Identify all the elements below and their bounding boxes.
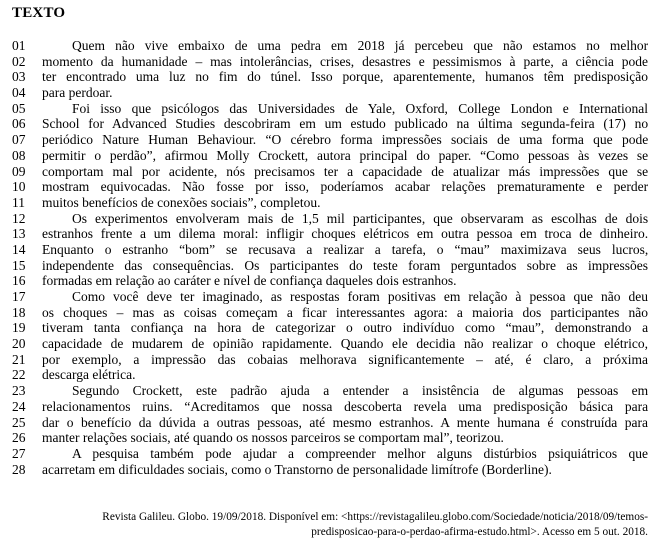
line-text-content: School for Advanced Studies descobriram em um estudo publicado na última segunda-feira (17) no (42, 116, 649, 132)
line-text (42, 132, 648, 148)
line-number: 23 (12, 383, 26, 399)
line-text (42, 226, 648, 242)
page-title: TEXTO (12, 5, 66, 21)
line-number: 09 (12, 163, 26, 179)
line-text-content: estranhos frente a um dilema moral: infligir choques elétricos em outra pessoa em troca de dinheiro. (42, 226, 649, 242)
text-line-row (0, 195, 662, 211)
line-text (42, 462, 648, 478)
text-line-row (0, 399, 662, 415)
line-number: 13 (12, 226, 26, 242)
line-text-content: dar o benefício da dúvida a outras pessoas, até mesmo estranhos. A mente humana é construída para (42, 414, 648, 430)
line-text-content: tiveram tanta confiança na hora de categorizar o outro indivíduo como “mau”, demonstrando a (42, 320, 649, 336)
line-number: 19 (12, 320, 26, 336)
line-number: 10 (12, 179, 26, 195)
line-text-content: os choques – mas as coisas começam a ficar interessantes agora: a maioria dos participantes não (42, 304, 649, 320)
text-line-row (0, 289, 662, 305)
line-number: 11 (12, 194, 25, 210)
line-text (42, 367, 648, 383)
line-text-content: ter encontrado uma luz no fim do túnel. Isso porque, aparentemente, humanos têm predisposição (42, 69, 649, 85)
line-text (42, 195, 648, 211)
line-text (42, 54, 648, 70)
line-text-content: Enquanto o estranho “bom” se recusava a realizar a tarefa, o “mau” maximizava seus lucros, (42, 241, 649, 257)
text-line-row (0, 415, 662, 431)
text-line-row (0, 179, 662, 195)
line-text (42, 211, 648, 227)
text-line-row (0, 38, 662, 54)
line-number: 07 (12, 132, 26, 148)
text-line-row (0, 132, 662, 148)
line-text-content: descarga elétrica. (42, 367, 136, 383)
line-text (42, 85, 648, 101)
text-line-row (0, 148, 662, 164)
line-number: 14 (12, 241, 26, 257)
line-text (42, 164, 648, 180)
text-line-row (0, 305, 662, 321)
text-line-row (0, 69, 662, 85)
line-text-content: Quem não vive embaixo de uma pedra em 2018 já percebeu que não estamos no melhor (72, 38, 649, 53)
line-text (42, 320, 648, 336)
text-line-row (0, 430, 662, 446)
line-text (42, 336, 648, 352)
text-line-row (0, 242, 662, 258)
text-line-row (0, 336, 662, 352)
line-text-content: para perdoar. (42, 85, 113, 101)
line-text (42, 69, 648, 85)
line-text (42, 38, 648, 54)
line-number: 25 (12, 414, 26, 430)
line-number: 08 (12, 147, 26, 163)
line-text (42, 430, 648, 446)
line-number: 28 (12, 461, 26, 477)
line-number: 15 (12, 257, 26, 273)
line-number: 22 (12, 367, 26, 383)
line-number: 06 (12, 116, 26, 132)
text-line-row (0, 352, 662, 368)
line-number: 21 (12, 351, 26, 367)
line-text-content: Foi isso que psicólogos das Universidades de Yale, Oxford, College London e International (72, 100, 649, 116)
line-text-content: permitir o perdão”, afirmou Molly Crockett, autora principal do paper. “Como pessoas às vezes se (42, 147, 649, 163)
line-text (42, 289, 648, 305)
line-text-content: Os experimentos envolveram mais de 1,5 mil participantes, que observaram as escolhas de dois (72, 210, 649, 226)
text-line-row (0, 54, 662, 70)
line-text-content: periódico Nature Human Behaviour. “O cérebro forma impressões sociais de uma forma que pode (42, 132, 649, 148)
line-number: 12 (12, 210, 26, 226)
line-text (42, 179, 648, 195)
text-line-row (0, 320, 662, 336)
line-number: 18 (12, 304, 26, 320)
line-text-content: muitos benefícios de conexões sociais”, completou. (42, 194, 321, 210)
line-text (42, 305, 648, 321)
line-text (42, 446, 648, 462)
line-text-content: acarretam em dificuldades sociais, como o Transtorno de personalidade limítrofe (Borderline). (42, 461, 552, 477)
line-number: 24 (12, 398, 26, 414)
line-number: 02 (12, 53, 26, 69)
line-text-content: Segundo Crockett, este padrão ajuda a entender a insistência de algumas pessoas em (72, 383, 649, 399)
line-number: 16 (12, 273, 26, 289)
line-text-content: por exemplo, a impressão das cobaias melhorava significantemente – até, é claro, a próxima (42, 351, 649, 367)
line-text (42, 383, 648, 399)
numbered-text-body (0, 38, 662, 477)
line-number: 05 (12, 100, 26, 116)
text-line-row (0, 116, 662, 132)
line-number: 27 (12, 445, 26, 461)
line-text (42, 258, 648, 274)
line-text-content: formadas em relação ao caráter e nível de confiança daqueles dois estranhos. (42, 273, 457, 289)
text-line-row (0, 383, 662, 399)
line-number: 03 (12, 69, 26, 85)
line-text-content: comportam mal por acidente, nós precisamos ter a capacidade de atualizar más impressões que se (42, 163, 649, 179)
line-number: 20 (12, 336, 26, 352)
text-line-row (0, 367, 662, 383)
source-citation: Revista Galileu. Globo. 19/09/2018. Disponível em: <https://revistagalileu.globo.com/Sociedade/noticia/2018/09/temos-predisposicao-para-o-perdao-afirma-estudo.html>. Acesso em 5 out. 2018. (102, 511, 648, 538)
text-line-row (0, 273, 662, 289)
text-line-row (0, 85, 662, 101)
line-number: 01 (12, 38, 26, 53)
line-number: 26 (12, 430, 26, 446)
text-line-row (0, 462, 662, 478)
text-line-row (0, 101, 662, 117)
line-text (42, 352, 648, 368)
line-text-content: mostram equivocadas. Não fosse por isso, poderíamos acabar relações prematuramente e perder (42, 179, 649, 195)
text-line-row (0, 446, 662, 462)
line-text-content: manter relações sociais, até quando os nossos parceiros se comportam mal”, teorizou. (42, 430, 504, 446)
line-text-content: A pesquisa também pode ajudar a compreender melhor alguns distúrbios psiquiátricos que (72, 445, 649, 461)
line-text (42, 116, 648, 132)
line-number: 17 (12, 289, 26, 304)
line-text-content: relacionamentos ruins. “Acreditamos que nossa descoberta revela uma predisposição básica para (42, 398, 649, 414)
text-line-row (0, 258, 662, 274)
line-text (42, 148, 648, 164)
line-text (42, 415, 648, 431)
text-line-row (0, 226, 662, 242)
line-text (42, 101, 648, 117)
line-text-content: capacidade de mudarem de opinião rapidamente. Quando ele decidia não realizar o choque elétrico, (42, 336, 648, 352)
line-text-content: momento da humanidade – mas intolerâncias, crises, desastres e pessimismos à parte, a ciência pode (42, 53, 648, 69)
line-text-content: Como você deve ter imaginado, as respostas foram positivas em relação à pessoa que não deu (72, 289, 649, 304)
line-text (42, 242, 648, 258)
text-line-row (0, 211, 662, 227)
line-text (42, 273, 648, 289)
line-text-content: independente das consequências. Os participantes do teste foram perguntados sobre as impressões (42, 257, 649, 273)
text-line-row (0, 164, 662, 180)
line-number: 04 (12, 85, 26, 101)
line-text (42, 399, 648, 415)
